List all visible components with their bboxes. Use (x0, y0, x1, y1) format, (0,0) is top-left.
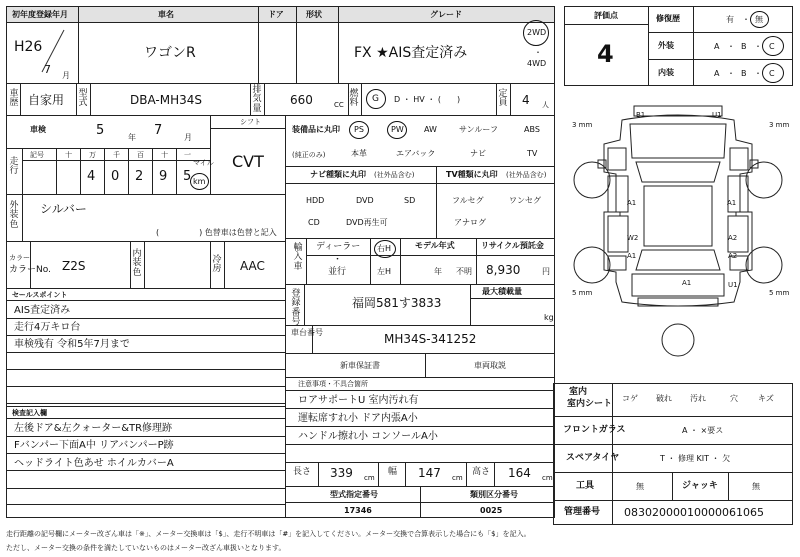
door-label: ドア (268, 10, 284, 19)
navi-dvd: DVD (356, 196, 374, 205)
diagram-label-u1-rear: U1 (728, 281, 738, 289)
glass-value: A ・ ×要ス (682, 426, 724, 435)
fuel-options: D ・ HV ・ ( ) (394, 95, 461, 104)
fuel-g: G (372, 94, 379, 104)
tire-front-left (574, 162, 610, 198)
jack-value: 無 (752, 482, 760, 491)
tire-mark-rear-right: 5 mm (769, 289, 790, 297)
mileage-digit-3: 2 (135, 169, 144, 184)
equip-abs: ABS (524, 125, 540, 134)
kg-unit: kg (544, 313, 554, 322)
mileage-label: 走行 (9, 157, 19, 177)
mileage-digit-1: 4 (87, 169, 96, 184)
diagram-label-w2: W2 (627, 234, 639, 242)
color-code-label: カラーNo. (9, 265, 51, 275)
note-3: ハンドル擦れ小 コンソールA小 (298, 431, 438, 442)
class-number-label: 類別区分番号 (470, 490, 518, 499)
sales-points-label: セールスポイント (12, 291, 68, 299)
interior-color-label: 内装色 (132, 249, 142, 278)
mile-label: マイル (193, 159, 214, 167)
length-label: 長さ (293, 467, 312, 477)
fuel-label: 燃料 (349, 89, 359, 109)
first-reg-month-unit: 月 (62, 71, 70, 80)
footer-note-2: ただし、メーター交換の条件を満たしていないものはメーター改ざん車扱いとなります。 (6, 544, 286, 552)
score-label: 評価点 (594, 11, 618, 20)
length-value: 339 (330, 466, 353, 480)
exterior-grade-b: B (741, 42, 747, 51)
registration-value: 福岡581す3833 (352, 296, 442, 310)
seat-option-ana: 穴 (730, 394, 738, 403)
equip-leather: 本革 (351, 149, 367, 158)
car-name-label: 車名 (158, 10, 174, 19)
model-year-y: 年 (434, 267, 442, 276)
recycle-value: 8,930 (486, 263, 521, 277)
class-number-value: 0025 (480, 506, 503, 515)
type-number-value: 17346 (344, 506, 372, 515)
chassis-label: 車台番号 (291, 328, 323, 337)
car-name: ワゴンR (144, 45, 196, 61)
inspector-line-2: Fバンパー下面A中 リアバンパーP跡 (14, 440, 174, 451)
seat-option-koge: コゲ (622, 394, 638, 403)
inspection-year: 5 (96, 123, 105, 138)
seat-option-yabure: 破れ (656, 394, 672, 403)
km-label: km (193, 177, 206, 186)
inspection-month: 7 (154, 123, 163, 138)
sales-point-3: 車検残有 令和5年7月まで (14, 339, 130, 350)
drive-4wd: 4WD (527, 59, 547, 68)
seat-option-yogore: 汚れ (690, 394, 706, 403)
navi-hdd: HDD (306, 196, 325, 205)
spare-label: スペアタイヤ (566, 453, 620, 463)
tire-mark-front-right: 3 mm (769, 121, 790, 129)
unit-juu: 十 (161, 151, 168, 159)
recycle-label: リサイクル預託金 (481, 241, 544, 250)
spare-tire (662, 324, 694, 356)
jack-label: ジャッキ (682, 481, 718, 491)
navi-label: ナビ種類に丸印 (310, 170, 366, 179)
capacity-unit: 人 (542, 101, 549, 109)
width-value: 147 (418, 466, 441, 480)
model-label: 型式 (78, 89, 88, 109)
spare-value: T ・ 修理 KIT ・ 欠 (660, 454, 731, 463)
exterior-grade-a: A (714, 42, 720, 51)
registration-label: 登録番号 (291, 289, 301, 328)
tv-label: TV種類に丸印 (446, 170, 498, 179)
use-label: 車歴 (9, 89, 19, 109)
interior-grade-label: 内装 (658, 68, 674, 77)
type-number-label: 型式指定番号 (330, 490, 378, 499)
diagram-label-a1-left: A1 (627, 199, 637, 207)
equip-navi: ナビ (470, 149, 486, 158)
interior-grade-b: B (741, 69, 747, 78)
cc-unit: CC (334, 101, 344, 109)
diagram-label-a2-upper: A2 (728, 234, 738, 242)
displacement-label: 排気量 (252, 85, 262, 114)
tv-analog: アナログ (454, 218, 486, 227)
equip-tv: TV (527, 149, 538, 158)
diagram-label-a1-bottom: A1 (682, 279, 692, 287)
seat-label: 室内シート (567, 399, 613, 409)
first-reg-era: H26 (14, 39, 43, 55)
tire-front-right (746, 162, 782, 198)
shift-value: CVT (232, 152, 264, 171)
equip-sunroof: サンルーフ (459, 125, 498, 134)
equipment-label: 装備品に丸印 (292, 125, 340, 134)
exterior-grade-label: 外装 (658, 41, 674, 50)
equipment-sub: (純正のみ) (292, 151, 326, 159)
tv-fullseg: フルセグ (452, 196, 484, 205)
tire-rear-right (746, 247, 782, 283)
yen-unit: 円 (542, 267, 550, 276)
unit-juman: 十 (65, 151, 72, 159)
mileage-digit-4: 9 (159, 169, 168, 184)
length-cm: cm (364, 474, 375, 482)
height-cm: cm (542, 474, 553, 482)
diagram-label-u1-front: U1 (712, 111, 722, 119)
width-cm: cm (452, 474, 463, 482)
diagram-label-a2-lower: A2 (728, 252, 738, 260)
kigou-label: 記号 (30, 151, 44, 159)
equip-aw: AW (424, 125, 437, 134)
model-year-unknown: 不明 (456, 267, 472, 276)
import-label: 輸入車 (293, 243, 303, 272)
tools-label: 工具 (576, 481, 595, 491)
navi-cd: CD (308, 218, 320, 227)
glass-label: フロントガラス (563, 425, 626, 435)
grade-label: グレード (430, 10, 462, 19)
footer-note-1: 走行距離の記号欄にメーター改ざん車は「※」、メーター交換車は「$」、走行不明車は「#」を記入してください。メーター交換で合算表示した場合にも「$」を記入。 (6, 530, 531, 538)
sales-point-2: 走行4万キロ台 (14, 322, 81, 333)
width-label: 幅 (388, 467, 398, 477)
shift-label: シフト (240, 118, 261, 126)
tools-value: 無 (636, 482, 644, 491)
diagram-label-a1-right: A1 (727, 199, 737, 207)
mgmt-value: 08302000010000061065 (624, 506, 764, 519)
aircon-value: AAC (240, 259, 265, 273)
inspection-month-unit: 月 (184, 133, 192, 142)
interior-grade-c: C (769, 69, 775, 78)
inspection-year-unit: 年 (128, 133, 136, 142)
drive-2wd: 2WD (527, 28, 547, 37)
repair-label: 修復歴 (656, 14, 680, 23)
tire-rear-left (574, 247, 610, 283)
capacity-label: 定員 (498, 89, 508, 109)
max-load-label: 最大積載量 (482, 287, 522, 296)
notes-label: 注意事項・不具合箇所 (298, 380, 368, 388)
score-value: 4 (597, 40, 614, 68)
import-dealer: ディーラー (316, 242, 361, 252)
tv-oneseg: ワンセグ (509, 196, 541, 205)
equip-pw: PW (391, 125, 404, 134)
grade: FX ★AIS査定済み (354, 45, 468, 61)
unit-man: 万 (89, 151, 96, 159)
equip-airbag: エアバック (396, 149, 436, 158)
tire-mark-rear-left: 5 mm (572, 289, 593, 297)
first-reg-label: 初年度登録年月 (12, 10, 68, 19)
navi-sub: (社外品含む) (374, 171, 415, 179)
diagram-label-b1: B1 (636, 111, 646, 119)
height-label: 高さ (472, 467, 491, 477)
steering-left: 左H (377, 267, 392, 276)
inspector-label: 検査記入欄 (12, 409, 47, 417)
steering-right: 右H (377, 244, 392, 253)
unit-hyaku: 百 (137, 151, 144, 159)
note-1: ロアサポートU 室内汚れ有 (298, 395, 419, 406)
inspector-line-1: 左後ドア&左クォーター&TR修理跡 (14, 423, 173, 434)
equip-ps: PS (354, 125, 364, 134)
shape-label: 形状 (306, 10, 322, 19)
interior-grade-a: A (714, 69, 720, 78)
warranty-label: 新車保証書 (340, 361, 380, 370)
note-2: 運転席すれ小 ドア内張A小 (298, 413, 418, 424)
exterior-grade-c: C (769, 42, 775, 51)
capacity-value: 4 (522, 93, 530, 107)
unit-sen: 千 (113, 151, 120, 159)
model-value: DBA-MH34S (130, 93, 203, 107)
car-damage-diagram (564, 100, 793, 375)
repair-no: 無 (755, 15, 763, 24)
inspector-line-3: ヘッドライト色あせ ホイルカバーA (14, 458, 174, 469)
displacement-value: 660 (290, 93, 313, 107)
model-year-label: モデル年式 (415, 241, 455, 250)
chassis-value: MH34S-341252 (384, 332, 477, 346)
color-code-value: Z2S (62, 259, 86, 273)
mgmt-label: 管理番号 (564, 507, 601, 517)
mileage-digit-2: 0 (111, 169, 120, 184)
seat-option-kizu: キズ (758, 394, 774, 403)
diagram-label-a1-rear: A1 (627, 252, 637, 260)
tire-mark-front-left: 3 mm (572, 121, 593, 129)
navi-sd: SD (404, 196, 416, 205)
import-parallel: 並行 (328, 267, 347, 277)
exterior-color-label: 外装色 (9, 201, 19, 230)
exterior-color-note: ( ) 色替車は色替と記入 (156, 228, 277, 237)
exterior-color-value: シルバー (40, 202, 87, 216)
inspection-label: 車検 (30, 125, 46, 134)
manual-label: 車両取説 (474, 361, 506, 370)
mileage-digit-5: 5 (183, 169, 192, 184)
tv-sub: (社外品含む) (506, 171, 547, 179)
height-value: 164 (508, 466, 531, 480)
sales-point-1: AIS査定済み (14, 305, 71, 316)
aircon-label: 冷房 (212, 255, 222, 275)
use-value: 自家用 (28, 93, 65, 107)
unit-ichi: 一 (184, 151, 191, 159)
first-reg-month: 7 (44, 63, 51, 76)
navi-dvd-play: DVD再生可 (346, 218, 388, 227)
repair-yes: 有 (726, 15, 734, 24)
